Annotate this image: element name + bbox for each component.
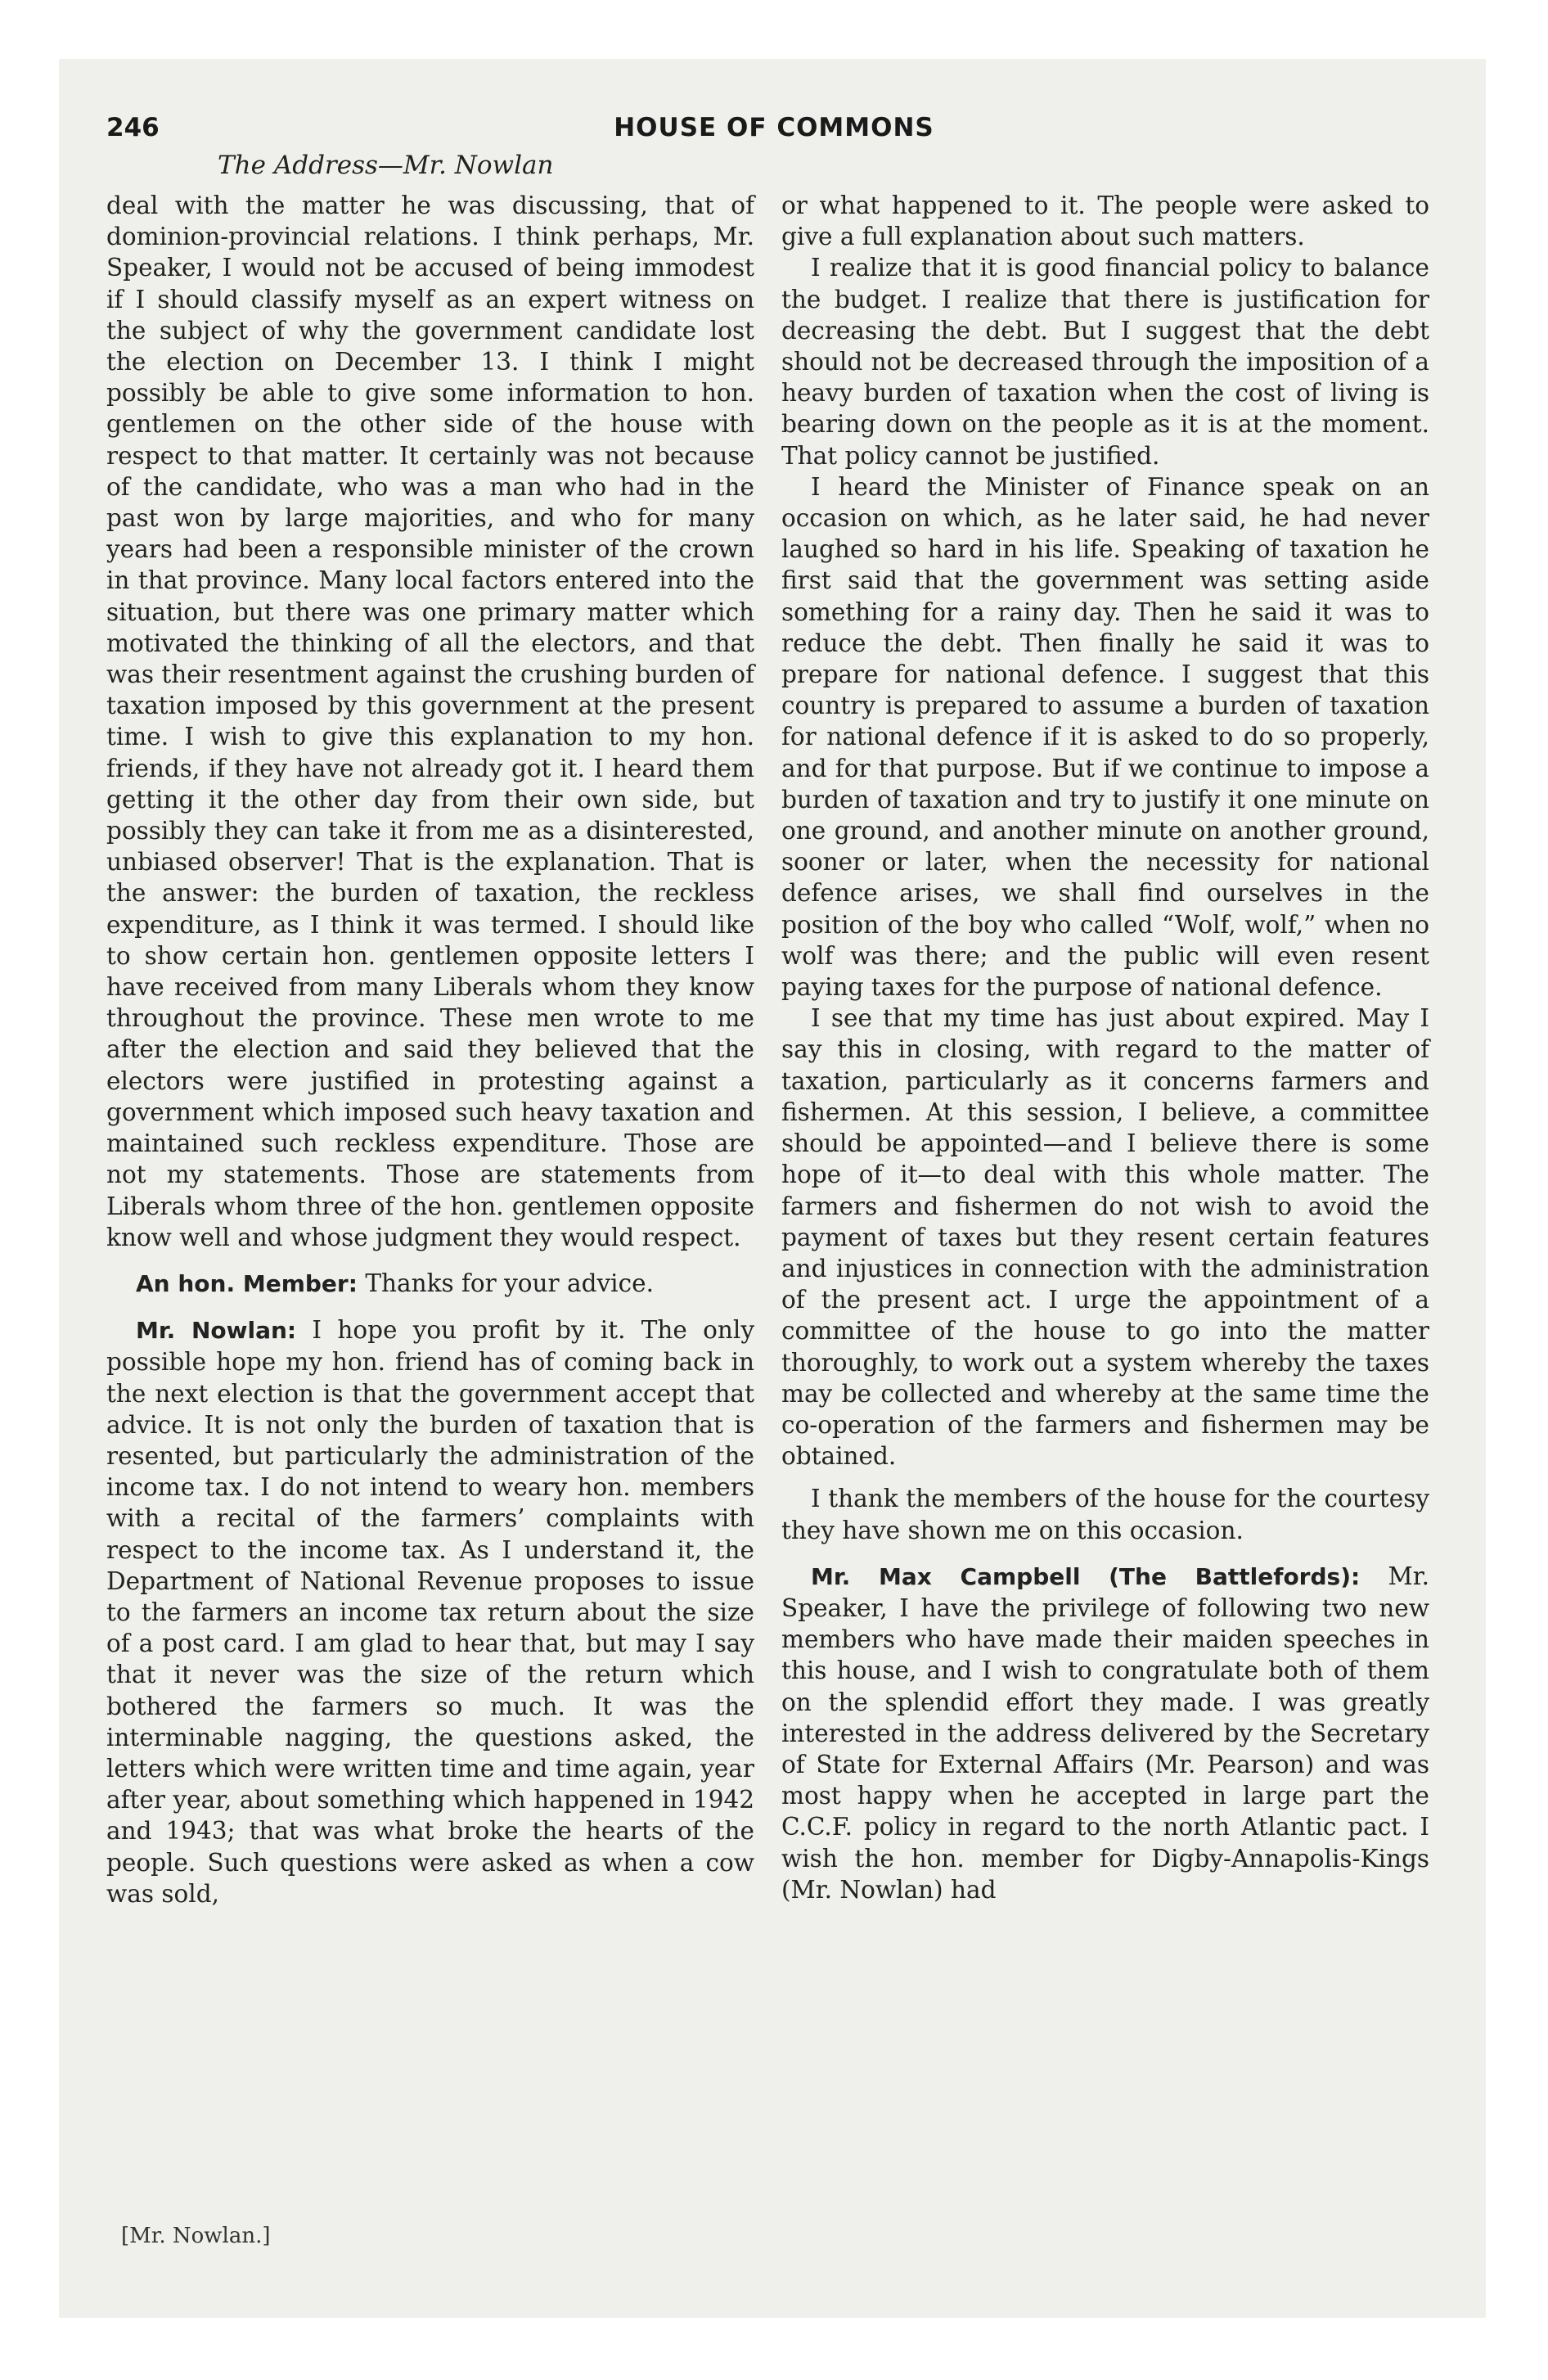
speech-text: Mr. Speaker, I have the privilege of following two new members who have made their maiden speeches in this house, and I wish to congratulate both of them on the splendid effort they made. I was greatly interested in the address delivered by the Secretary of State for External Affairs (Mr. Pearson) and was most happy when he accepted in large part the C.C.F. policy in regard to the north Atlantic pact. I wish the hon. member for Digby-Annapolis-Kings (Mr. Nowlan) had [781,1562,1429,1904]
left-column [106,190,754,1909]
speech-paragraph [781,1561,1429,1905]
footer-speaker-name: [Mr. Nowlan.] [121,2224,271,2248]
speaker-name: An hon. Member: [136,1269,358,1297]
paragraph: I realize that it is good financial policy to balance the budget. I realize that there is justification for decreasing the debt. But I suggest that the debt should not be decreased through the imposition of a heavy burden of taxation when the cost of living is bearing down on the people as it is at the moment. That policy cannot be justified. [781,254,1429,470]
paragraph: I heard the Minister of Finance speak on an occasion on which, as he later said, he had never laughed so hard in his life. Speaking of taxation he first said that the government was setting aside something for a rainy day. Then he said it was to reduce the debt. Then finally he said it was to prepare for national defence. I suggest that this country is prepared to assume a burden of taxation for national defence if it is asked to do so properly, and for that purpose. But if we continue to impose a burden of taxation and try to justify it one minute on one ground, and another minute on another ground, sooner or later, when the necessity for national defence arises, we shall find ourselves in the position of the boy who called “Wolf, wolf,” when no wolf was there; and the public will even resent paying taxes for the purpose of national defence. [781,472,1429,1002]
paragraph: I thank the members of the house for the courtesy they have shown me on this occasion. [781,1485,1429,1544]
paragraph: I see that my time has just about expired. May I say this in closing, with regard to the matter of taxation, particularly as it concerns farmers and fishermen. At this session, I believe, a committee should be appointed—and I believe there is some hope of it—to deal with this whole matter. The farmers and fishermen do not wish to avoid the payment of taxes but they resent certain features and injustices in connection with the administration of the present act. I urge the appointment of a committee of the house to go into the matter thoroughly, to work out a system whereby the taxes may be collected and whereby at the same time the co-operation of the farmers and fishermen may be obtained. [781,1004,1429,1471]
speaker-name: Mr. Max Campbell (The Battlefords): [811,1562,1361,1590]
running-head: HOUSE OF COMMONS [614,113,934,142]
speech-text: I hope you profit by it. The only possible hope my hon. friend has of coming back in the next election is that the government accept that advice. It is not only the burden of taxation that is resented, but particularly the administration of the income tax. I do not intend to weary hon. members with a recital of the farmers’ complaints with respect to the income tax. As I understand it, the Department of National Revenue proposes to issue to the farmers an income tax return about the size of a post card. I am glad to hear that, but may I say that it never was the size of the return which bothered the farmers so much. It was the interminable nagging, the questions asked, the letters which were written time and time again, year after year, about something which happened in 1942 and 1943; that was what broke the hearts of the people. Such questions were asked as when a cow was sold, [106,1316,754,1908]
page-header [106,113,1442,154]
speech-paragraph [106,1314,754,1909]
speaker-name: Mr. Nowlan: [136,1317,297,1345]
right-column [781,190,1429,1905]
speech-text: Thanks for your advice. [365,1269,654,1297]
section-subhead: The Address—Mr. Nowlan [218,151,554,180]
paragraph: or what happened to it. The people were asked to give a full explanation about such matters. [781,192,1429,251]
page-number: 246 [106,113,160,142]
paragraph: deal with the matter he was discussing, that of dominion-provincial relations. I think perhaps, Mr. Speaker, I would not be accused of being immodest if I should classify myself as an expert witness on the subject of why the government candidate lost the election on December 13. I think I might possibly be able to give some information to hon. gentlemen on the other side of the house with respect to that matter. It certainly was not because of the candidate, who was a man who had in the past won by large majorities, and who for many years had been a responsible minister of the crown in that province. Many local factors entered into the situation, but there was one primary matter which motivated the thinking of all the electors, and that was their resentment against the crushing burden of taxation imposed by this government at the present time. I wish to give this explanation to my hon. friends, if they have not already got it. I heard them getting it the other day from their own side, but possibly they can take it from me as a disinterested, unbiased observer! That is the explanation. That is the answer: the burden of taxation, the reckless expenditure, as I think it was termed. I should like to show certain hon. gentlemen opposite letters I have received from many Liberals whom they know throughout the province. These men wrote to me after the election and said they believed that the electors were justified in protesting against a government which imposed such heavy taxation and maintained such reckless expenditure. Those are not my statements. Those are statements from Liberals whom three of the hon. gentlemen opposite know well and whose judgment they would respect. [106,192,754,1251]
speech-paragraph [106,1268,754,1300]
